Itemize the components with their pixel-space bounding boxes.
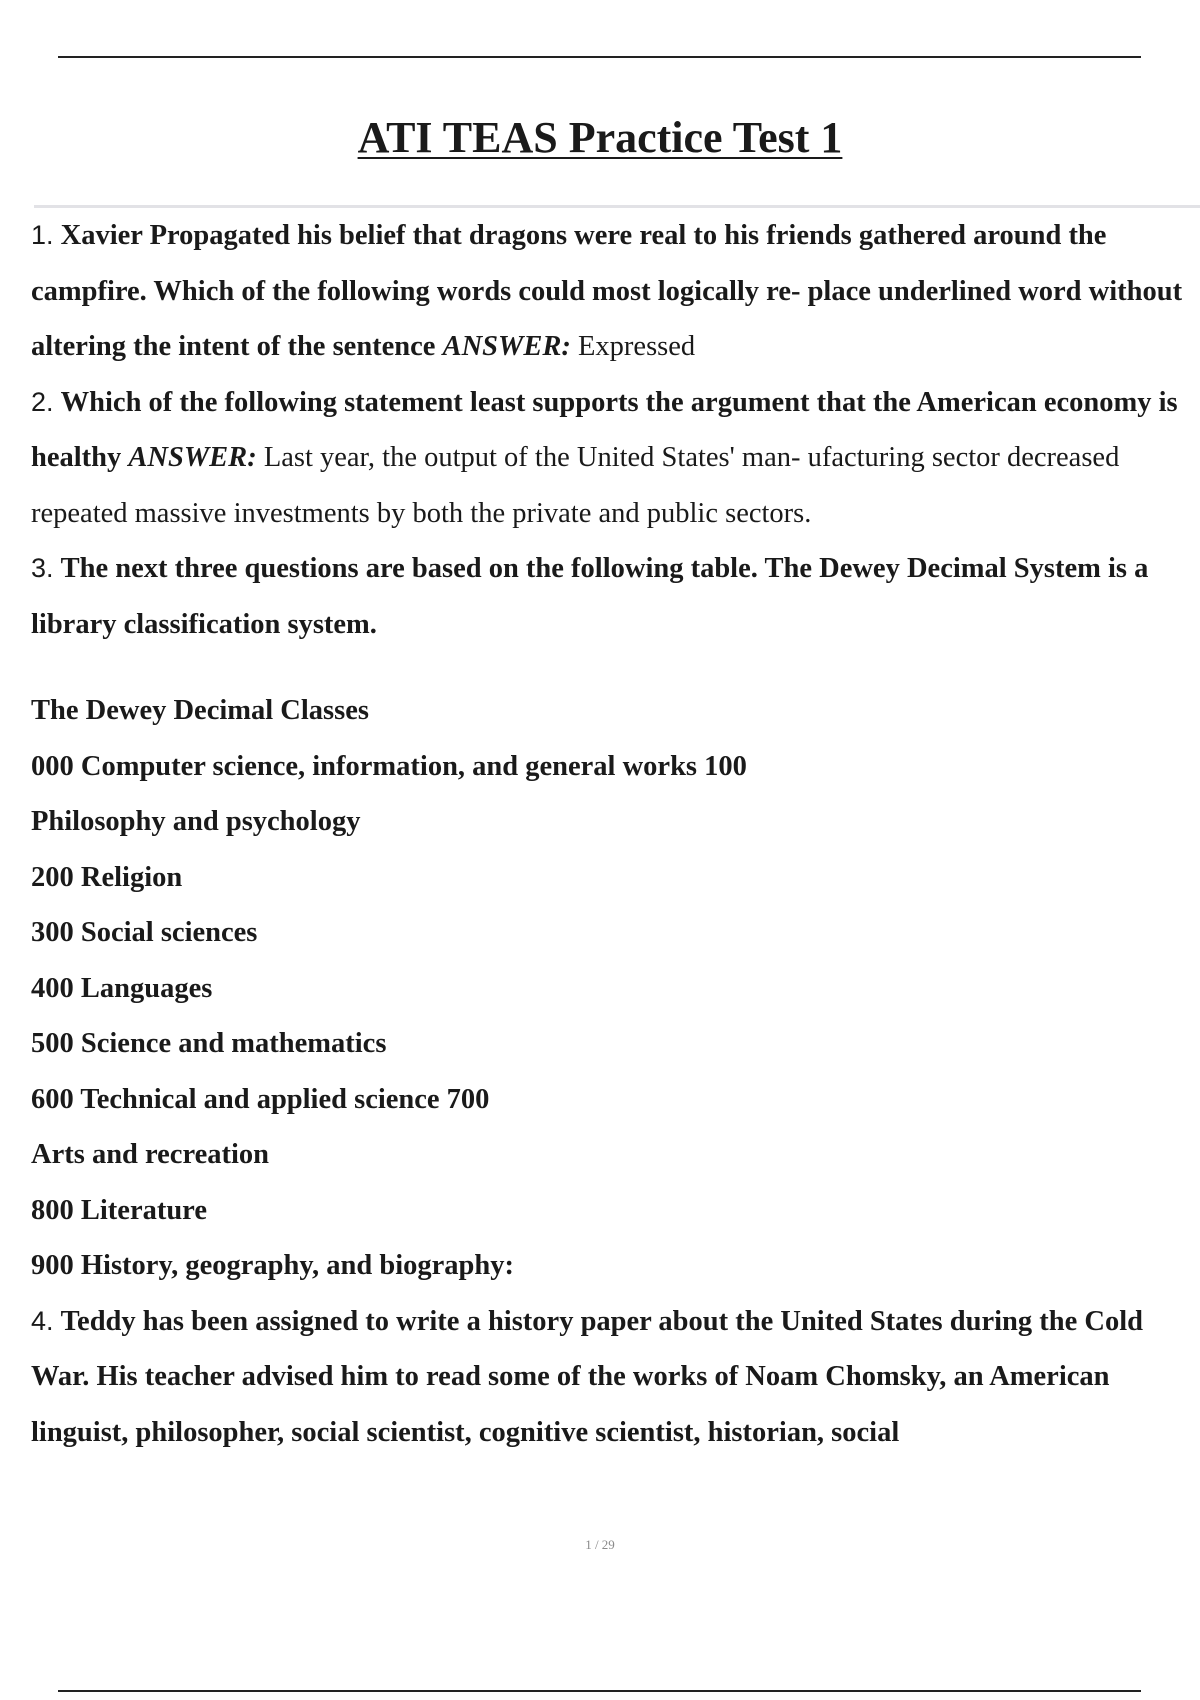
dewey-line: Philosophy and psychology	[31, 806, 361, 837]
dewey-line: 900 History, geography, and biography:	[31, 1250, 514, 1281]
question-text: Which of the following statement least supports the argument that the American economy is healthy	[31, 386, 1178, 473]
dewey-line: 500 Science and mathematics	[31, 1028, 387, 1059]
answer-text: Last year, the output of the United States' man- ufacturing sector decreased repeated massive investments by both the private and public sectors.	[31, 442, 1120, 529]
question-number: 2.	[31, 386, 54, 417]
question-text: The next three questions are based on the following table. The Dewey Decimal System is a library classification system.	[31, 553, 1149, 640]
top-rule	[58, 56, 1141, 58]
question-number: 1.	[31, 220, 54, 250]
document-body	[31, 208, 1197, 1460]
spacer	[31, 652, 1197, 683]
page-title-text: ATI TEAS Practice Test 1	[357, 113, 843, 162]
answer-label: ANSWER:	[442, 331, 571, 362]
dewey-line: Arts and recreation	[31, 1139, 269, 1170]
question-text: Teddy has been assigned to write a history paper about the United States during the Cold War. His teacher advised him to read some of the works of Noam Chomsky, an American linguist, philosopher, social scientist, cognitive scientist, historian, social	[31, 1305, 1143, 1448]
dewey-line: 600 Technical and applied science 700	[31, 1083, 490, 1115]
answer-label: ANSWER:	[128, 442, 257, 473]
question-1	[31, 208, 1197, 375]
question-number: 4.	[31, 1305, 54, 1336]
dewey-line: 300 Social sciences	[31, 917, 258, 948]
dewey-line: 800 Literature	[31, 1194, 207, 1226]
question-3	[31, 541, 1197, 652]
question-2	[31, 375, 1197, 542]
bottom-rule	[58, 1690, 1141, 1692]
dewey-line: 400 Languages	[31, 972, 213, 1004]
question-number: 3.	[31, 553, 54, 583]
dewey-heading: The Dewey Decimal Classes	[31, 695, 369, 726]
dewey-table	[31, 683, 1197, 1294]
page-title	[0, 112, 1200, 164]
question-text: Xavier Propagated his belief that dragons were real to his friends gathered around the campfire. Which of the following words could most logically re- place underlined word without altering the intent of the sentence	[31, 220, 1183, 362]
dewey-line: 200 Religion	[31, 861, 183, 893]
dewey-line: 000 Computer science, information, and general works 100	[31, 750, 747, 782]
page-number: 1 / 29	[585, 1537, 615, 1552]
answer-text: Expressed	[578, 331, 696, 362]
question-4	[31, 1294, 1197, 1461]
